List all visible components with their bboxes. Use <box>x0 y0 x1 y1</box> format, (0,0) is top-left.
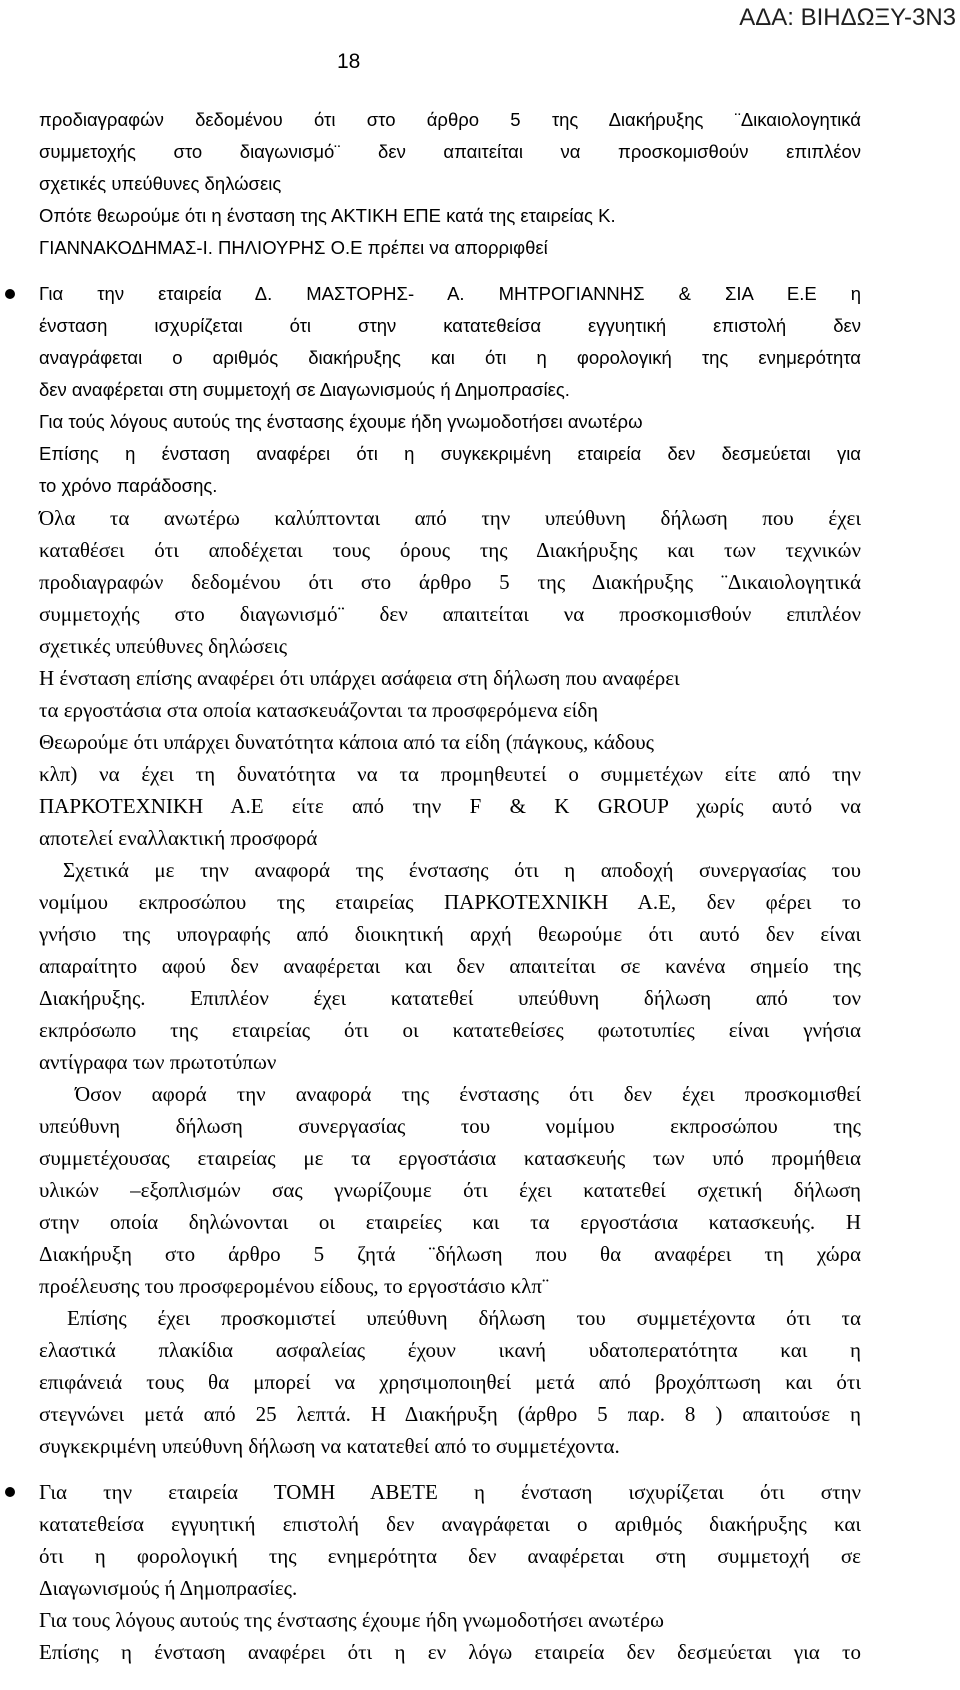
text-line: Επίσης έχει προσκομιστεί υπεύθυνη δήλωση του συμμετέχοντα ότι τα <box>67 1306 861 1330</box>
bullet-item <box>39 1476 861 1508</box>
text-line: το χρόνο παράδοσης. <box>39 475 218 496</box>
text-line: γνήσιο της υπογραφής από διοικητική αρχή θεωρούμε ότι αυτό δεν είναι <box>39 922 861 946</box>
bullet-dot <box>5 1487 15 1497</box>
text-line: Διακήρυξης. Επιπλέον έχει κατατεθεί υπεύθυνη δήλωση από τον <box>39 986 861 1010</box>
bullet-item <box>39 278 861 310</box>
text-line: νομίμου εκπροσώπου της εταιρείας ΠΑΡΚΟΤΕΧΝΙΚΗ Α.Ε, δεν φέρει το <box>39 890 861 914</box>
text-line: προέλευσης του προσφερομένου είδους, το εργοστάσιο κλπ¨ <box>39 1274 549 1298</box>
text-line: Για την εταιρεία Δ. ΜΑΣΤΟΡΗΣ- Α. ΜΗΤΡΟΓΙΑΝΝΗΣ & ΣΙΑ Ε.Ε η <box>39 283 861 304</box>
text-line: καταθέσει ότι αποδέχεται τους όρους της Διακήρυξης και των τεχνικών <box>39 538 861 562</box>
text-line: ένσταση ισχυρίζεται ότι στην κατατεθείσα εγγυητική επιστολή δεν <box>39 315 861 336</box>
text-line: υπεύθυνη δήλωση συνεργασίας του νομίμου εκπροσώπου της <box>39 1114 861 1138</box>
text-line: σχετικές υπεύθυνες δηλώσεις <box>39 634 288 658</box>
text-line: δεν αναφέρεται στη συμμετοχή σε Διαγωνισμούς ή Δημοπρασίες. <box>39 379 570 400</box>
document-body <box>39 104 861 1668</box>
text-line: Για τους λόγους αυτούς της ένστασης έχουμε ήδη γνωμοδοτήσει ανωτέρω <box>39 1608 664 1632</box>
text-line: Διαγωνισμούς ή Δημοπρασίες. <box>39 1576 298 1600</box>
text-line: απαραίτητο αφού δεν αναφέρεται και δεν απαιτείται σε κανένα σημείο της <box>39 954 861 978</box>
text-line: επιφάνειά τους θα μπορεί να χρησιμοποιηθεί μετά από βροχόπτωση και ότι <box>39 1370 861 1394</box>
text-line: Οπότε θεωρούμε ότι η ένσταση της ΑΚΤΙΚΗ ΕΠΕ κατά της εταιρείας Κ. <box>39 205 616 226</box>
text-line: Για την εταιρεία ΤΟΜΗ ΑΒΕΤΕ η ένσταση ισχυρίζεται ότι στην <box>39 1480 861 1504</box>
text-line: Η ένσταση επίσης αναφέρει ότι υπάρχει ασάφεια στη δήλωση που αναφέρει <box>39 666 680 690</box>
text-line: κατατεθείσα εγγυητική επιστολή δεν αναγράφεται ο αριθμός διακήρυξης και <box>39 1512 861 1536</box>
text-line: προδιαγραφών δεδομένου ότι στο άρθρο 5 της Διακήρυξης ¨Δικαιολογητικά <box>39 570 861 594</box>
text-line: συμμετοχής στο διαγωνισμό¨ δεν απαιτείται να προσκομισθούν επιπλέον <box>39 602 861 626</box>
text-line: ελαστικά πλακίδια ασφαλείας έχουν ικανή υδατοπερατότητα και η <box>39 1338 861 1362</box>
text-line: ότι η φορολογική της ενημερότητα δεν αναφέρεται στη συμμετοχή σε <box>39 1544 861 1568</box>
text-line: συμμετοχής στο διαγωνισμό¨ δεν απαιτείται να προσκομισθούν επιπλέον <box>39 141 861 162</box>
text-line: ΠΑΡΚΟΤΕΧΝΙΚΗ Α.Ε είτε από την F & K GROUP χωρίς αυτό να <box>39 794 861 818</box>
text-line: υλικών –εξοπλισμών σας γνωρίζουμε ότι έχει κατατεθεί σχετική δήλωση <box>39 1178 861 1202</box>
text-line: αποτελεί εναλλακτική προσφορά <box>39 826 318 850</box>
text-line: συγκεκριμένη υπεύθυνη δήλωση να κατατεθεί από το συμμετέχοντα. <box>39 1434 620 1458</box>
text-line: κλπ) να έχει τη δυνατότητα να τα προμηθευτεί ο συμμετέχων είτε από την <box>39 762 861 786</box>
bullet-dot <box>5 289 15 299</box>
text-line: στεγνώνει μετά από 25 λεπτά. Η Διακήρυξη (άρθρο 5 παρ. 8 ) απαιτούσε η <box>39 1402 861 1426</box>
ada-code: ΑΔΑ: ΒΙΗΔΩΞΥ-3Ν3 <box>739 4 956 31</box>
text-line: τα εργοστάσια στα οποία κατασκευάζονται τα προσφερόμενα είδη <box>39 698 599 722</box>
text-line: εκπρόσωπο της εταιρείας ότι οι κατατεθείσες φωτοτυπίες είναι γνήσια <box>39 1018 861 1042</box>
text-line: Διακήρυξη στο άρθρο 5 ζητά ¨δήλωση που θα αναφέρει τη χώρα <box>39 1242 861 1266</box>
text-line: σχετικές υπεύθυνες δηλώσεις <box>39 173 282 194</box>
text-line: Σχετικά με την αναφορά της ένστασης ότι η αποδοχή συνεργασίας του <box>63 858 861 882</box>
text-line: Επίσης η ένσταση αναφέρει ότι η εν λόγω εταιρεία δεν δεσμεύεται για το <box>39 1640 861 1664</box>
text-line: Επίσης η ένσταση αναφέρει ότι η συγκεκριμένη εταιρεία δεν δεσμεύεται για <box>39 443 861 464</box>
text-line: αντίγραφα των πρωτοτύπων <box>39 1050 277 1074</box>
text-line: Όσον αφορά την αναφορά της ένστασης ότι δεν έχει προσκομισθεί <box>75 1082 861 1106</box>
text-line: Για τούς λόγους αυτούς της ένστασης έχουμε ήδη γνωμοδοτήσει ανωτέρω <box>39 411 643 432</box>
text-line: στην οποία δηλώνονται οι εταιρείες και τα εργοστάσια κατασκευής. Η <box>39 1210 861 1234</box>
text-line: ΓΙΑΝΝΑΚΟΔΗΜΑΣ-Ι. ΠΗΛΙΟΥΡΗΣ Ο.Ε πρέπει να απορριφθεί <box>39 237 548 258</box>
text-line: Θεωρούμε ότι υπάρχει δυνατότητα κάποια από τα είδη (πάγκους, κάδους <box>39 730 654 754</box>
text-line: προδιαγραφών δεδομένου ότι στο άρθρο 5 της Διακήρυξης ¨Δικαιολογητικά <box>39 109 861 130</box>
page-number: 18 <box>337 50 361 73</box>
text-line: Όλα τα ανωτέρω καλύπτονται από την υπεύθυνη δήλωση που έχει <box>39 506 861 530</box>
text-line: συμμετέχουσας εταιρείας με τα εργοστάσια κατασκευής των υπό προμήθεια <box>39 1146 861 1170</box>
text-line: αναγράφεται ο αριθμός διακήρυξης και ότι η φορολογική της ενημερότητα <box>39 347 861 368</box>
